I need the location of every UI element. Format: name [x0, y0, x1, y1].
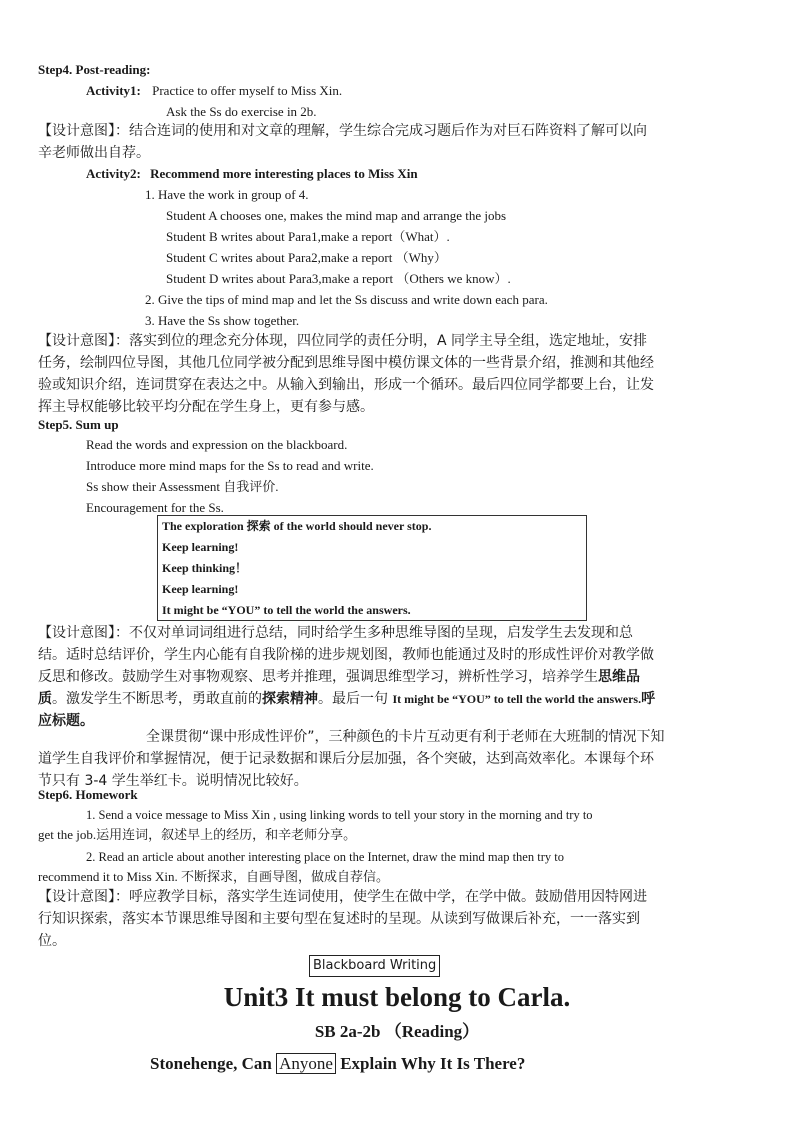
summary-line3: 节只有 3-4 学生举红卡。说明情况比较好。 — [38, 773, 308, 789]
intent3-text: 反思和修改。鼓励学生对事物观察、思考并推理，强调思维型学习，辨析性学习，培养学生 — [38, 669, 598, 685]
motto-box — [157, 515, 587, 621]
activity1-text: Practice to offer myself to Miss Xin. — [152, 83, 343, 98]
homework1-line2: get the job.运用连词，叙述早上的经历，和辛老师分享。 — [38, 827, 357, 842]
list-item: 1. Have the work in group of 4. — [145, 187, 309, 202]
design-intent-3-line3 — [38, 666, 640, 688]
blackboard-question — [150, 1051, 525, 1077]
activity2-line — [86, 165, 418, 183]
activity2-title: Recommend more interesting places to Miss Xin — [150, 166, 418, 181]
design-intent-1-line2: 辛老师做出自荐。 — [38, 145, 150, 161]
step5-line: Read the words and expression on the blackboard. — [86, 437, 348, 452]
step6-heading: Step6. Homework — [38, 787, 138, 802]
list-item: 3. Have the Ss show together. — [145, 313, 300, 328]
step4-heading: Step4. Post-reading: — [38, 62, 151, 77]
activity2-label: Activity2: — [86, 166, 141, 181]
step5-line: Ss show their Assessment 自我评价. — [86, 479, 279, 494]
question-boxed-word: Anyone — [276, 1053, 336, 1074]
motto-line: The exploration 探索 of the world should never stop. — [162, 519, 432, 533]
list-item: Student D writes about Para3,make a report （Others we know）. — [166, 271, 511, 286]
design-intent-2-line: 任务，绘制四位导图，其他几位同学被分配到思维导图中模仿课文体的一些背景介绍，推测和其他经 — [38, 355, 654, 371]
design-intent-3-line5: 应标题。 — [38, 713, 94, 729]
motto-line: It might be “YOU” to tell the world the answers. — [162, 603, 411, 617]
activity1-line2: Ask the Ss do exercise in 2b. — [166, 104, 317, 119]
question-post: Explain Why It Is There? — [335, 1054, 526, 1073]
design-intent-4-line2: 行知识探索，落实本节课思维导图和主要句型在复述时的呈现。从读到写做课后补充，一一落实到 — [38, 911, 640, 927]
design-intent-1-line1: 【设计意图】：结合连词的使用和对文章的理解，学生综合完成习题后作为对巨石阵资料了解可以向 — [38, 123, 647, 139]
design-intent-4-line1: 【设计意图】：呼应教学目标，落实学生连词使用，使学生在做中学，在学中做。鼓励借用因特网进 — [38, 889, 647, 905]
design-intent-3-line1: 【设计意图】：不仅对单词词组进行总结，同时给学生多种思维导图的呈现，启发学生去发现和总 — [38, 625, 633, 641]
homework2-line2: recommend it to Miss Xin. 不断探求，自画导图，做成自荐信。 — [38, 869, 389, 884]
intent3-quote: It might be “YOU” to tell the world the answers. — [392, 692, 642, 706]
design-intent-3-line2: 结。适时总结评价，学生内心能有自我阶梯的进步规划图，教师也能通过及时的形成性评价对教学做 — [38, 647, 654, 663]
list-item: Student B writes about Para1,make a report（What）. — [166, 229, 450, 244]
list-item: Student A chooses one, makes the mind map and arrange the jobs — [166, 208, 507, 223]
blackboard-subtitle: SB 2a-2b （Reading） — [314, 1022, 480, 1041]
blackboard-writing-label: Blackboard Writing — [309, 955, 440, 977]
list-item: Student C writes about Para2,make a report （Why） — [166, 250, 447, 265]
intent3-text: 。最后一句 — [318, 691, 393, 707]
motto-line: Keep learning! — [162, 582, 239, 596]
activity1-line — [86, 82, 342, 100]
summary-line1: 全课贯彻“课中形成性评价”，三种颜色的卡片互动更有利于老师在大班制的情况下知 — [146, 729, 665, 745]
intent3-text: 。激发学生不断思考，勇敢直前的 — [52, 691, 262, 707]
design-intent-3-line4 — [38, 688, 655, 710]
blackboard-title: Unit3 It must belong to Carla. — [223, 982, 571, 1012]
intent3-bold: 探索精神 — [262, 691, 318, 707]
homework2-line1: 2. Read an article about another interesting place on the Internet, draw the mind map then try to — [86, 850, 564, 864]
motto-line: Keep learning! — [162, 540, 239, 554]
summary-line2: 道学生自我评价和掌握情况，便于记录数据和课后分层加强，各个突破，达到高效率化。本课每个环 — [38, 751, 654, 767]
step5-line: Encouragement for the Ss. — [86, 500, 224, 515]
intent3-bold: 思维品 — [598, 669, 640, 685]
step5-heading: Step5. Sum up — [38, 417, 119, 432]
design-intent-2-line: 挥主导权能够比较平均分配在学生身上，更有参与感。 — [38, 399, 374, 415]
intent3-bold: 呼 — [641, 691, 656, 707]
intent3-bold: 质 — [38, 691, 52, 707]
homework1-line1: 1. Send a voice message to Miss Xin , using linking words to tell your story in the morning and try to — [86, 808, 593, 822]
step5-line: Introduce more mind maps for the Ss to read and write. — [86, 458, 374, 473]
motto-line: Keep thinking！ — [162, 561, 248, 575]
question-pre: Stonehenge, Can — [150, 1054, 277, 1073]
list-item: 2. Give the tips of mind map and let the Ss discuss and write down each para. — [145, 292, 548, 307]
design-intent-4-line3: 位。 — [38, 933, 66, 949]
design-intent-2-line: 验或知识介绍，连词贯穿在表达之中。从输入到输出，形成一个循环。最后四位同学都要上台，让发 — [38, 377, 654, 393]
activity1-label: Activity1: — [86, 83, 141, 98]
design-intent-2-line: 【设计意图】：落实到位的理念充分体现，四位同学的责任分明，A 同学主导全组，选定地址，安排 — [38, 333, 648, 349]
